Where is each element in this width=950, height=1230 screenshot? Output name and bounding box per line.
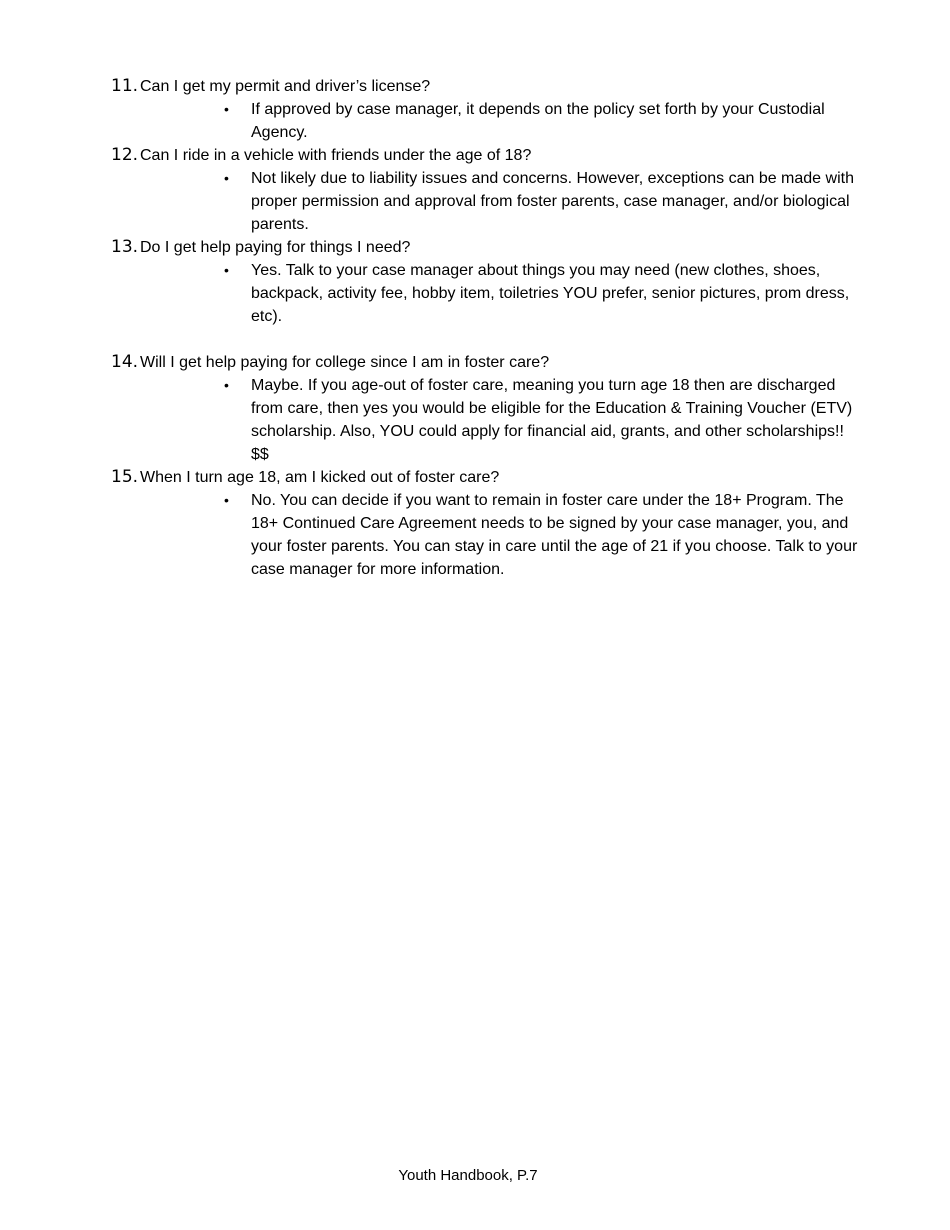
bullet-icon: • bbox=[224, 101, 229, 117]
faq-question bbox=[0, 351, 950, 374]
faq-answer bbox=[224, 98, 866, 144]
answer-text: Not likely due to liability issues and concerns. However, exceptions can be made with proper permission and approval from foster parents, case manager, and/or biological parents. bbox=[251, 170, 854, 233]
answer-text: Yes. Talk to your case manager about things you may need (new clothes, shoes, backpack, activity fee, hobby item, toiletries YOU prefer, senior pictures, prom dress, etc). bbox=[251, 262, 850, 325]
faq-question bbox=[0, 75, 950, 98]
question-number: 15. bbox=[111, 467, 139, 487]
bullet-icon: • bbox=[224, 262, 229, 278]
faq-answer bbox=[224, 167, 866, 236]
faq-question bbox=[0, 144, 950, 167]
bullet-icon: • bbox=[224, 492, 229, 508]
answer-text: No. You can decide if you want to remain in foster care under the 18+ Program. The 18+ Continued Care Agreement needs to be signed by your case manager, you, and your foster parents. You can stay in care until the age of 21 if you choose. Talk to your case manager for more information. bbox=[251, 492, 858, 578]
question-text: Will I get help paying for college since I am in foster care? bbox=[140, 354, 550, 371]
question-number: 13. bbox=[111, 237, 139, 257]
question-text: Do I get help paying for things I need? bbox=[140, 239, 411, 256]
question-number: 14. bbox=[111, 352, 139, 372]
question-text: Can I ride in a vehicle with friends under the age of 18? bbox=[140, 147, 532, 164]
question-text: Can I get my permit and driver’s license? bbox=[140, 78, 431, 95]
spacer bbox=[0, 328, 950, 351]
answer-text: If approved by case manager, it depends on the policy set forth by your Custodial Agency. bbox=[251, 101, 825, 141]
question-text: When I turn age 18, am I kicked out of foster care? bbox=[140, 469, 500, 486]
question-number: 12. bbox=[111, 145, 139, 165]
bullet-icon: • bbox=[224, 377, 229, 393]
faq-list bbox=[0, 75, 950, 581]
faq-answer bbox=[224, 489, 866, 581]
faq-answer bbox=[224, 259, 866, 328]
answer-text: Maybe. If you age-out of foster care, meaning you turn age 18 then are discharged from care, then yes you would be eligible for the Education & Training Voucher (ETV) scholarship. Also, YOU could apply for financial aid, grants, and other scholarships!! $$ bbox=[251, 377, 853, 463]
faq-question bbox=[0, 466, 950, 489]
faq-question bbox=[0, 236, 950, 259]
question-number: 11. bbox=[111, 76, 139, 96]
bullet-icon: • bbox=[224, 170, 229, 186]
faq-answer bbox=[224, 374, 866, 466]
page-footer: Youth Handbook, P.7 bbox=[398, 1167, 538, 1184]
